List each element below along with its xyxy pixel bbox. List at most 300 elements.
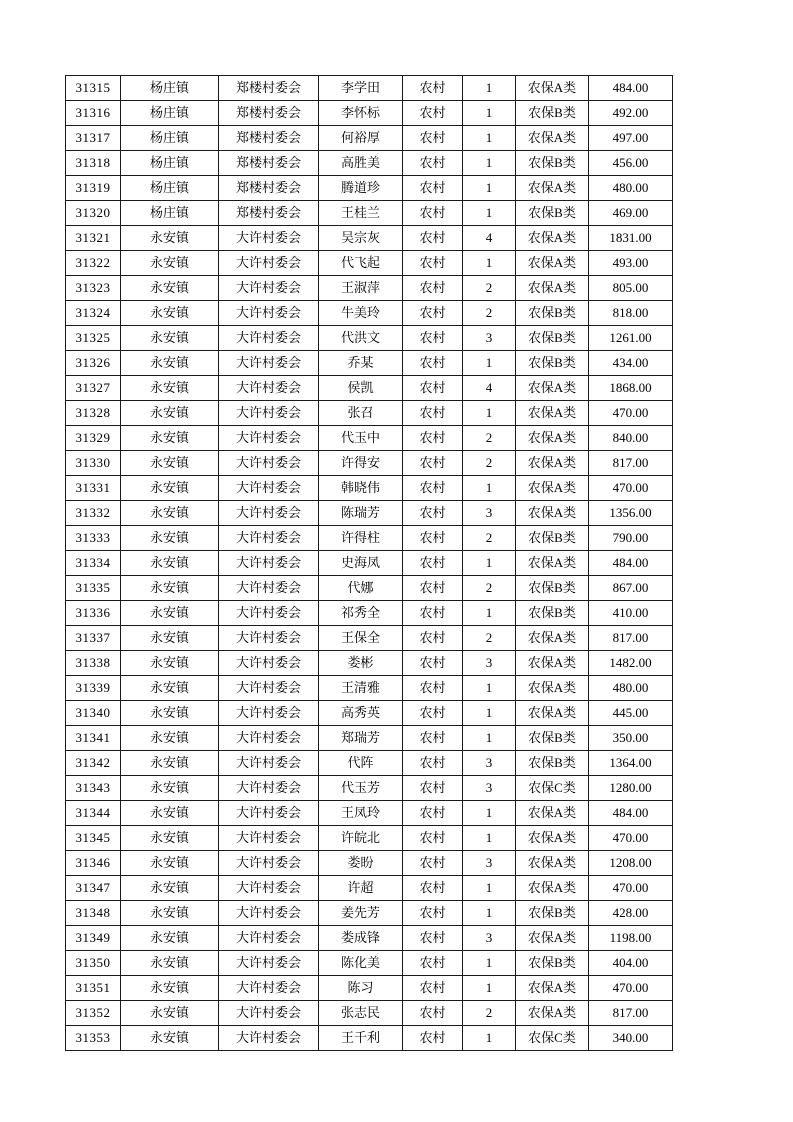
table-cell: 农村: [403, 301, 463, 326]
table-cell: 大许村委会: [219, 926, 319, 951]
table-cell: 大许村委会: [219, 251, 319, 276]
table-cell: 农保A类: [516, 426, 589, 451]
table-cell: 1: [463, 401, 516, 426]
table-cell: 3: [463, 501, 516, 526]
table-cell: 农村: [403, 226, 463, 251]
table-cell: 永安镇: [121, 826, 219, 851]
table-cell: 1198.00: [589, 926, 673, 951]
table-cell: 农保B类: [516, 201, 589, 226]
table-cell: 农村: [403, 101, 463, 126]
table-cell: 31343: [66, 776, 121, 801]
table-cell: 492.00: [589, 101, 673, 126]
table-cell: 农保A类: [516, 976, 589, 1001]
table-cell: 31346: [66, 851, 121, 876]
table-cell: 1: [463, 551, 516, 576]
table-row: [66, 551, 673, 576]
table-cell: 818.00: [589, 301, 673, 326]
table-cell: 31349: [66, 926, 121, 951]
table-cell: 农保A类: [516, 926, 589, 951]
table-cell: 永安镇: [121, 1026, 219, 1051]
table-cell: 31336: [66, 601, 121, 626]
table-cell: 1: [463, 951, 516, 976]
table-cell: 480.00: [589, 176, 673, 201]
table-cell: 杨庄镇: [121, 201, 219, 226]
table-cell: 永安镇: [121, 776, 219, 801]
table-cell: 大许村委会: [219, 276, 319, 301]
table-cell: 永安镇: [121, 601, 219, 626]
table-cell: 3: [463, 776, 516, 801]
table-cell: 农保A类: [516, 1001, 589, 1026]
table-cell: 2: [463, 526, 516, 551]
table-cell: 王清雅: [319, 676, 403, 701]
table-cell: 31348: [66, 901, 121, 926]
table-cell: 永安镇: [121, 926, 219, 951]
table-cell: 1: [463, 976, 516, 1001]
table-cell: 农保A类: [516, 851, 589, 876]
table-cell: 农保A类: [516, 701, 589, 726]
table-cell: 大许村委会: [219, 901, 319, 926]
table-cell: 永安镇: [121, 226, 219, 251]
table-cell: 470.00: [589, 476, 673, 501]
table-cell: 农村: [403, 126, 463, 151]
table-cell: 张召: [319, 401, 403, 426]
table-cell: 31350: [66, 951, 121, 976]
table-cell: 农村: [403, 376, 463, 401]
table-cell: 2: [463, 426, 516, 451]
table-cell: 杨庄镇: [121, 151, 219, 176]
table-cell: 永安镇: [121, 251, 219, 276]
table-cell: 大许村委会: [219, 626, 319, 651]
records-table: [65, 75, 673, 1051]
table-cell: 吴宗灰: [319, 226, 403, 251]
table-cell: 470.00: [589, 876, 673, 901]
table-row: [66, 1026, 673, 1051]
table-cell: 王凤玲: [319, 801, 403, 826]
table-cell: 4: [463, 376, 516, 401]
table-cell: 农保A类: [516, 551, 589, 576]
table-cell: 永安镇: [121, 901, 219, 926]
table-cell: 817.00: [589, 451, 673, 476]
spreadsheet-page: [65, 75, 673, 1051]
table-cell: 404.00: [589, 951, 673, 976]
table-cell: 牛美玲: [319, 301, 403, 326]
table-cell: 农保B类: [516, 101, 589, 126]
table-row: [66, 801, 673, 826]
table-cell: 郑楼村委会: [219, 201, 319, 226]
table-row: [66, 401, 673, 426]
table-cell: 农保B类: [516, 351, 589, 376]
table-cell: 1482.00: [589, 651, 673, 676]
table-cell: 31320: [66, 201, 121, 226]
table-cell: 410.00: [589, 601, 673, 626]
table-cell: 31319: [66, 176, 121, 201]
table-cell: 31340: [66, 701, 121, 726]
table-cell: 农村: [403, 526, 463, 551]
table-row: [66, 451, 673, 476]
table-cell: 农保A类: [516, 401, 589, 426]
table-cell: 1831.00: [589, 226, 673, 251]
table-cell: 农村: [403, 851, 463, 876]
table-cell: 31318: [66, 151, 121, 176]
table-cell: 农保B类: [516, 576, 589, 601]
table-cell: 大许村委会: [219, 551, 319, 576]
table-cell: 大许村委会: [219, 851, 319, 876]
table-cell: 陈瑞芳: [319, 501, 403, 526]
table-cell: 农保C类: [516, 1026, 589, 1051]
table-cell: 农保A类: [516, 251, 589, 276]
table-cell: 娄成锋: [319, 926, 403, 951]
table-cell: 农保A类: [516, 476, 589, 501]
table-cell: 郑瑞芳: [319, 726, 403, 751]
table-row: [66, 501, 673, 526]
table-cell: 农保B类: [516, 301, 589, 326]
table-cell: 韩晓伟: [319, 476, 403, 501]
table-cell: 永安镇: [121, 726, 219, 751]
table-cell: 31351: [66, 976, 121, 1001]
table-row: [66, 876, 673, 901]
table-cell: 1: [463, 251, 516, 276]
table-cell: 农村: [403, 876, 463, 901]
table-cell: 农村: [403, 676, 463, 701]
table-cell: 代飞起: [319, 251, 403, 276]
table-cell: 3: [463, 751, 516, 776]
table-cell: 永安镇: [121, 851, 219, 876]
table-cell: 农保A类: [516, 76, 589, 101]
table-cell: 永安镇: [121, 951, 219, 976]
table-cell: 31317: [66, 126, 121, 151]
table-cell: 1: [463, 826, 516, 851]
table-cell: 农村: [403, 551, 463, 576]
table-row: [66, 351, 673, 376]
table-cell: 永安镇: [121, 876, 219, 901]
table-cell: 大许村委会: [219, 726, 319, 751]
table-cell: 农村: [403, 176, 463, 201]
table-cell: 1: [463, 901, 516, 926]
table-cell: 侯凯: [319, 376, 403, 401]
table-cell: 1: [463, 1026, 516, 1051]
table-cell: 470.00: [589, 826, 673, 851]
table-cell: 大许村委会: [219, 451, 319, 476]
table-cell: 王淑萍: [319, 276, 403, 301]
table-cell: 永安镇: [121, 301, 219, 326]
table-cell: 1280.00: [589, 776, 673, 801]
table-cell: 31353: [66, 1026, 121, 1051]
table-cell: 1: [463, 676, 516, 701]
table-cell: 许得柱: [319, 526, 403, 551]
table-row: [66, 526, 673, 551]
table-row: [66, 676, 673, 701]
table-cell: 娄盼: [319, 851, 403, 876]
table-cell: 永安镇: [121, 426, 219, 451]
table-cell: 高秀英: [319, 701, 403, 726]
table-cell: 代阵: [319, 751, 403, 776]
table-cell: 31345: [66, 826, 121, 851]
table-cell: 428.00: [589, 901, 673, 926]
table-row: [66, 376, 673, 401]
table-row: [66, 926, 673, 951]
table-cell: 乔某: [319, 351, 403, 376]
table-cell: 农村: [403, 701, 463, 726]
table-cell: 大许村委会: [219, 676, 319, 701]
table-cell: 农村: [403, 601, 463, 626]
table-cell: 代洪文: [319, 326, 403, 351]
table-cell: 3: [463, 326, 516, 351]
table-cell: 农保B类: [516, 901, 589, 926]
table-cell: 农村: [403, 801, 463, 826]
table-cell: 永安镇: [121, 576, 219, 601]
table-cell: 郑楼村委会: [219, 176, 319, 201]
table-cell: 杨庄镇: [121, 76, 219, 101]
table-cell: 3: [463, 851, 516, 876]
table-cell: 大许村委会: [219, 701, 319, 726]
table-cell: 2: [463, 276, 516, 301]
table-body: [66, 76, 673, 1051]
table-cell: 大许村委会: [219, 576, 319, 601]
table-cell: 31331: [66, 476, 121, 501]
table-cell: 31325: [66, 326, 121, 351]
table-cell: 农村: [403, 251, 463, 276]
table-cell: 大许村委会: [219, 326, 319, 351]
table-cell: 大许村委会: [219, 601, 319, 626]
table-cell: 469.00: [589, 201, 673, 226]
table-cell: 31323: [66, 276, 121, 301]
table-cell: 31335: [66, 576, 121, 601]
table-cell: 2: [463, 576, 516, 601]
table-cell: 31337: [66, 626, 121, 651]
table-cell: 农村: [403, 76, 463, 101]
table-cell: 农保A类: [516, 226, 589, 251]
table-cell: 农村: [403, 201, 463, 226]
table-cell: 何裕厚: [319, 126, 403, 151]
table-cell: 2: [463, 301, 516, 326]
table-cell: 祁秀全: [319, 601, 403, 626]
table-cell: 31342: [66, 751, 121, 776]
table-cell: 480.00: [589, 676, 673, 701]
table-cell: 杨庄镇: [121, 176, 219, 201]
table-cell: 农保B类: [516, 151, 589, 176]
table-cell: 大许村委会: [219, 951, 319, 976]
table-cell: 永安镇: [121, 401, 219, 426]
table-cell: 杨庄镇: [121, 126, 219, 151]
table-cell: 永安镇: [121, 326, 219, 351]
table-cell: 永安镇: [121, 501, 219, 526]
table-cell: 大许村委会: [219, 476, 319, 501]
table-cell: 农保B类: [516, 326, 589, 351]
table-cell: 王桂兰: [319, 201, 403, 226]
table-cell: 大许村委会: [219, 526, 319, 551]
table-cell: 郑楼村委会: [219, 126, 319, 151]
table-cell: 王保全: [319, 626, 403, 651]
table-cell: 农村: [403, 751, 463, 776]
table-cell: 大许村委会: [219, 501, 319, 526]
table-cell: 永安镇: [121, 701, 219, 726]
table-cell: 农村: [403, 476, 463, 501]
table-cell: 许得安: [319, 451, 403, 476]
table-cell: 31326: [66, 351, 121, 376]
table-cell: 350.00: [589, 726, 673, 751]
table-cell: 31321: [66, 226, 121, 251]
table-cell: 永安镇: [121, 476, 219, 501]
table-cell: 31328: [66, 401, 121, 426]
table-cell: 484.00: [589, 801, 673, 826]
table-cell: 470.00: [589, 401, 673, 426]
table-cell: 1: [463, 876, 516, 901]
table-cell: 姜先芳: [319, 901, 403, 926]
table-cell: 31339: [66, 676, 121, 701]
table-cell: 大许村委会: [219, 776, 319, 801]
table-row: [66, 126, 673, 151]
table-cell: 1: [463, 601, 516, 626]
table-row: [66, 476, 673, 501]
table-cell: 1868.00: [589, 376, 673, 401]
table-row: [66, 101, 673, 126]
table-row: [66, 76, 673, 101]
table-cell: 805.00: [589, 276, 673, 301]
table-cell: 493.00: [589, 251, 673, 276]
table-cell: 王千利: [319, 1026, 403, 1051]
table-row: [66, 201, 673, 226]
table-cell: 大许村委会: [219, 751, 319, 776]
table-cell: 农保C类: [516, 776, 589, 801]
table-cell: 31338: [66, 651, 121, 676]
table-cell: 农村: [403, 1026, 463, 1051]
table-cell: 31324: [66, 301, 121, 326]
table-cell: 娄彬: [319, 651, 403, 676]
table-cell: 大许村委会: [219, 351, 319, 376]
table-cell: 高胜美: [319, 151, 403, 176]
table-cell: 农村: [403, 651, 463, 676]
table-cell: 农保A类: [516, 676, 589, 701]
table-cell: 永安镇: [121, 676, 219, 701]
table-cell: 农保A类: [516, 801, 589, 826]
table-cell: 817.00: [589, 626, 673, 651]
table-cell: 31334: [66, 551, 121, 576]
table-cell: 李怀标: [319, 101, 403, 126]
table-cell: 31322: [66, 251, 121, 276]
table-row: [66, 726, 673, 751]
table-cell: 农村: [403, 901, 463, 926]
table-cell: 农村: [403, 626, 463, 651]
table-cell: 农村: [403, 351, 463, 376]
table-cell: 31352: [66, 1001, 121, 1026]
table-cell: 31332: [66, 501, 121, 526]
table-row: [66, 1001, 673, 1026]
table-cell: 永安镇: [121, 276, 219, 301]
table-cell: 790.00: [589, 526, 673, 551]
table-cell: 农保A类: [516, 376, 589, 401]
table-row: [66, 576, 673, 601]
table-cell: 31316: [66, 101, 121, 126]
table-cell: 永安镇: [121, 801, 219, 826]
table-cell: 永安镇: [121, 751, 219, 776]
table-cell: 农村: [403, 926, 463, 951]
table-cell: 31341: [66, 726, 121, 751]
table-row: [66, 626, 673, 651]
table-cell: 2: [463, 451, 516, 476]
table-row: [66, 651, 673, 676]
table-cell: 农保A类: [516, 176, 589, 201]
table-row: [66, 601, 673, 626]
table-row: [66, 976, 673, 1001]
table-cell: 1: [463, 351, 516, 376]
table-cell: 农保A类: [516, 651, 589, 676]
table-cell: 470.00: [589, 976, 673, 1001]
table-row: [66, 151, 673, 176]
table-cell: 农村: [403, 951, 463, 976]
table-cell: 484.00: [589, 76, 673, 101]
table-cell: 2: [463, 626, 516, 651]
table-cell: 郑楼村委会: [219, 151, 319, 176]
table-cell: 许皖北: [319, 826, 403, 851]
table-row: [66, 276, 673, 301]
table-cell: 永安镇: [121, 351, 219, 376]
table-cell: 2: [463, 1001, 516, 1026]
table-cell: 农保B类: [516, 726, 589, 751]
table-cell: 农保A类: [516, 876, 589, 901]
table-row: [66, 426, 673, 451]
table-row: [66, 301, 673, 326]
table-cell: 农村: [403, 276, 463, 301]
table-cell: 31333: [66, 526, 121, 551]
table-cell: 农村: [403, 501, 463, 526]
table-row: [66, 226, 673, 251]
table-cell: 3: [463, 926, 516, 951]
table-cell: 陈习: [319, 976, 403, 1001]
table-cell: 1: [463, 201, 516, 226]
table-cell: 867.00: [589, 576, 673, 601]
table-cell: 农保B类: [516, 951, 589, 976]
table-cell: 1364.00: [589, 751, 673, 776]
table-cell: 大许村委会: [219, 876, 319, 901]
table-cell: 31330: [66, 451, 121, 476]
table-cell: 永安镇: [121, 551, 219, 576]
table-cell: 许超: [319, 876, 403, 901]
table-cell: 农村: [403, 401, 463, 426]
table-cell: 840.00: [589, 426, 673, 451]
table-cell: 农村: [403, 576, 463, 601]
table-cell: 3: [463, 651, 516, 676]
table-cell: 农村: [403, 726, 463, 751]
table-cell: 大许村委会: [219, 1001, 319, 1026]
table-cell: 大许村委会: [219, 301, 319, 326]
table-cell: 大许村委会: [219, 376, 319, 401]
table-cell: 1: [463, 726, 516, 751]
table-cell: 1: [463, 151, 516, 176]
table-cell: 永安镇: [121, 1001, 219, 1026]
table-cell: 31344: [66, 801, 121, 826]
table-cell: 1: [463, 101, 516, 126]
table-cell: 农村: [403, 326, 463, 351]
table-cell: 大许村委会: [219, 1026, 319, 1051]
table-cell: 永安镇: [121, 526, 219, 551]
table-cell: 永安镇: [121, 626, 219, 651]
table-cell: 代玉中: [319, 426, 403, 451]
table-cell: 农保A类: [516, 126, 589, 151]
table-cell: 农村: [403, 451, 463, 476]
table-row: [66, 251, 673, 276]
table-row: [66, 751, 673, 776]
table-cell: 1: [463, 701, 516, 726]
table-cell: 农村: [403, 776, 463, 801]
table-cell: 大许村委会: [219, 226, 319, 251]
table-cell: 大许村委会: [219, 651, 319, 676]
table-cell: 1356.00: [589, 501, 673, 526]
table-cell: 腾道珍: [319, 176, 403, 201]
table-row: [66, 901, 673, 926]
table-cell: 农保A类: [516, 501, 589, 526]
table-cell: 4: [463, 226, 516, 251]
table-cell: 张志民: [319, 1001, 403, 1026]
